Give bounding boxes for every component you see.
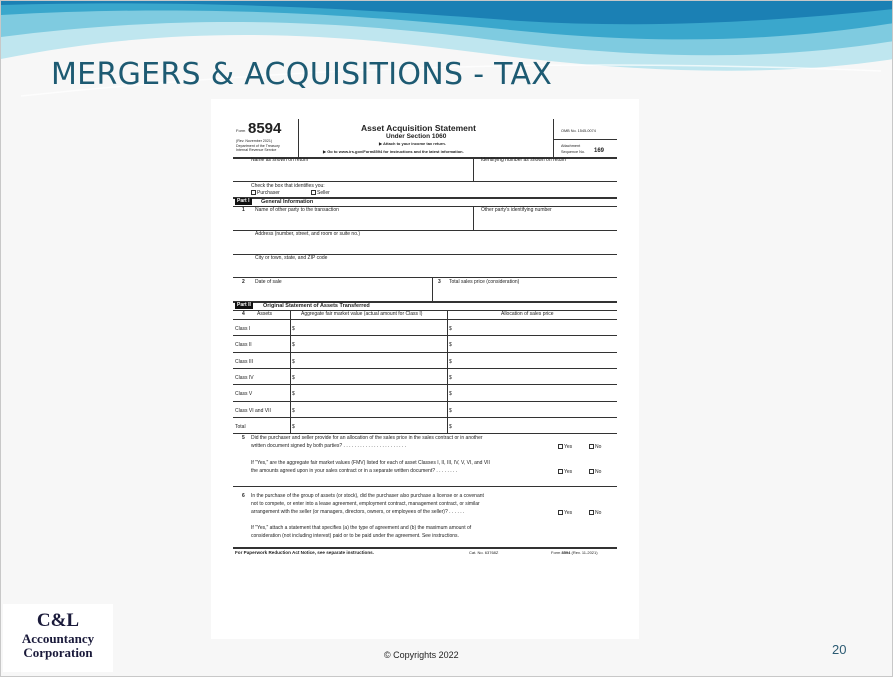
footer-form-ref bbox=[551, 551, 598, 555]
row-divider bbox=[233, 401, 617, 402]
allocation-amount-field[interactable]: $ bbox=[449, 342, 452, 349]
part2-tag: Part II bbox=[237, 302, 251, 308]
allocation-amount-field[interactable]: $ bbox=[449, 358, 452, 365]
asset-class-label: Class V bbox=[235, 391, 253, 398]
form-8594-image bbox=[211, 99, 639, 639]
header-swoosh-graphic bbox=[1, 1, 893, 111]
fmv-amount-field[interactable]: $ bbox=[292, 358, 295, 365]
id-label: Identifying number as shown on return bbox=[481, 157, 567, 163]
q5b-no-checkbox[interactable] bbox=[589, 469, 594, 474]
line1-num: 1 bbox=[242, 207, 245, 213]
line2-num: 2 bbox=[242, 279, 245, 285]
name-label: Name as shown on return bbox=[251, 157, 309, 163]
line3-num: 3 bbox=[438, 279, 441, 285]
city-label: City or town, state, and ZIP code bbox=[255, 255, 328, 261]
q6-no[interactable] bbox=[589, 510, 601, 516]
form-subtitle: Under Section 1060 bbox=[386, 133, 447, 140]
line4-num: 4 bbox=[242, 311, 245, 317]
q6-yes-checkbox[interactable] bbox=[558, 510, 563, 515]
q5b-no-label: No bbox=[595, 468, 602, 475]
row-divider bbox=[233, 417, 617, 418]
asset-class-label: Class VI and VII bbox=[235, 407, 271, 414]
q6-text-line1: In the purchase of the group of assets (or stock), did the purchaser also purchase a license or a covenant bbox=[251, 493, 484, 499]
copyright-text: © Copyrights 2022 bbox=[384, 650, 459, 660]
purchaser-checkbox[interactable] bbox=[251, 190, 256, 195]
line1-name-label: Name of other party to the transaction bbox=[255, 207, 339, 213]
line6-num: 6 bbox=[242, 493, 245, 499]
allocation-amount-field[interactable]: $ bbox=[449, 326, 452, 332]
fmv-amount-field[interactable]: $ bbox=[292, 326, 295, 332]
q6-text-line2: not to compete, or enter into a lease agreement, employment contract, management contract, or similar bbox=[251, 501, 480, 507]
footer-paperwork-notice: For Paperwork Reduction Act Notice, see separate instructions. bbox=[235, 550, 374, 555]
purchaser-option[interactable] bbox=[251, 190, 280, 196]
part1-tag: Part I bbox=[237, 198, 250, 204]
asset-class-label: Class IV bbox=[235, 374, 254, 381]
asset-class-label: Class III bbox=[235, 358, 254, 365]
seller-checkbox[interactable] bbox=[311, 190, 316, 195]
part1-title: General Information bbox=[261, 199, 314, 205]
q5b-yes-checkbox[interactable] bbox=[558, 469, 563, 474]
page-number: 20 bbox=[832, 642, 847, 657]
form-dept: Department of the Treasury bbox=[236, 144, 280, 148]
asset-class-label: Total bbox=[235, 423, 246, 430]
line5-num: 5 bbox=[242, 435, 245, 441]
fmv-amount-field[interactable]: $ bbox=[292, 423, 295, 430]
q5-text-line2: written document signed by both parties? . . . . . . . . . . . . . . . . . . . . . . . bbox=[251, 443, 407, 449]
form-irs: Internal Revenue Service bbox=[236, 148, 277, 152]
logo-line3: Corporation bbox=[23, 645, 93, 660]
fmv-amount-field[interactable]: $ bbox=[292, 391, 295, 398]
company-logo bbox=[3, 604, 113, 672]
q5-no-label: No bbox=[595, 443, 602, 450]
q5b-yes-label: Yes bbox=[564, 468, 573, 475]
row-divider bbox=[233, 352, 617, 353]
form-number: 8594 bbox=[248, 120, 282, 137]
footer-form-word: Form bbox=[551, 550, 561, 555]
form-rev: (Rev. November 2021) bbox=[236, 139, 273, 143]
form-title: Asset Acquisition Statement bbox=[361, 123, 476, 133]
form-attach: ▶ Attach to your income tax return. bbox=[379, 141, 446, 146]
q6-no-checkbox[interactable] bbox=[589, 510, 594, 515]
form-omb: OMB No. 1545-0074 bbox=[561, 129, 596, 133]
q6-statement-line2: consideration (not including interest) paid or to be paid under the agreement. See instructions. bbox=[251, 533, 459, 539]
row-divider bbox=[233, 368, 617, 369]
part2-title: Original Statement of Assets Transferred bbox=[263, 303, 370, 309]
allocation-amount-field[interactable]: $ bbox=[449, 407, 452, 414]
form-attachment: Attachment bbox=[561, 144, 581, 148]
q5-text-line1: Did the purchaser and seller provide for an allocation of the sales price in the sales contract or in another bbox=[251, 435, 483, 441]
slide-title: MERGERS & ACQUISITIONS - TAX bbox=[51, 57, 553, 92]
fmv-amount-field[interactable]: $ bbox=[292, 374, 295, 381]
line1-id-label: Other party's identifying number bbox=[481, 207, 552, 213]
form-word: Form bbox=[236, 128, 246, 133]
q5-yes-label: Yes bbox=[564, 443, 573, 450]
allocation-amount-field[interactable]: $ bbox=[449, 391, 452, 398]
allocation-amount-field[interactable]: $ bbox=[449, 374, 452, 381]
logo-line2: Accountancy bbox=[21, 631, 95, 646]
total-sales-price-label: Total sales price (consideration) bbox=[449, 279, 520, 285]
col-fmv-header: Aggregate fair market value (actual amount for Class I) bbox=[301, 311, 423, 317]
q6-statement-line1: If "Yes," attach a statement that specifies (a) the type of agreement and (b) the maximum amount of bbox=[251, 525, 472, 531]
footer-form-rev: (Rev. 11-2021) bbox=[571, 550, 598, 555]
form-seq-no: 169 bbox=[594, 148, 605, 154]
fmv-amount-field[interactable]: $ bbox=[292, 407, 295, 414]
check-label: Check the box that identifies you: bbox=[251, 183, 325, 189]
q5-no-checkbox[interactable] bbox=[589, 444, 594, 449]
q5-followup-line2: the amounts agreed upon in your sales contract or in a separate written document? . . . . . . . . bbox=[251, 468, 458, 474]
logo-initials: C&L bbox=[36, 610, 80, 631]
seller-label: Seller bbox=[317, 189, 330, 196]
q6-text-line3: arrangement with the seller (or managers, directors, owners, or employees of the seller)? . . . . . . bbox=[251, 509, 465, 515]
q5-yes[interactable] bbox=[558, 444, 572, 450]
form-sequence: Sequence No. bbox=[561, 150, 586, 154]
asset-class-label: Class I bbox=[235, 326, 251, 332]
col-assets-header: Assets bbox=[257, 311, 273, 317]
q6-yes[interactable] bbox=[558, 510, 572, 516]
footer-cat-no: Cat. No. 63768Z bbox=[469, 550, 499, 555]
q5-yes-checkbox[interactable] bbox=[558, 444, 563, 449]
q5b-no[interactable] bbox=[589, 469, 601, 475]
row-divider bbox=[233, 335, 617, 336]
address-label: Address (number, street, and room or suite no.) bbox=[255, 231, 361, 237]
seller-option[interactable] bbox=[311, 190, 330, 196]
q5-followup-line1: If "Yes," are the aggregate fair market values (FMV) listed for each of asset Classes I, II, III, IV, V, VI, and VII bbox=[251, 460, 490, 466]
q6-yes-label: Yes bbox=[564, 509, 573, 516]
allocation-amount-field[interactable]: $ bbox=[449, 423, 452, 430]
q6-no-label: No bbox=[595, 509, 602, 516]
col-allocation-header: Allocation of sales price bbox=[501, 311, 554, 317]
q5b-yes[interactable] bbox=[558, 469, 572, 475]
fmv-amount-field[interactable]: $ bbox=[292, 342, 295, 349]
date-of-sale-label: Date of sale bbox=[255, 279, 282, 285]
q5-no[interactable] bbox=[589, 444, 601, 450]
row-divider bbox=[233, 384, 617, 385]
row-divider bbox=[233, 433, 617, 434]
purchaser-label: Purchaser bbox=[257, 189, 280, 196]
footer-form-number: 8594 bbox=[561, 550, 571, 555]
form-goto: ▶ Go to www.irs.gov/Form8594 for instructions and the latest information. bbox=[323, 149, 464, 154]
asset-class-label: Class II bbox=[235, 342, 252, 349]
